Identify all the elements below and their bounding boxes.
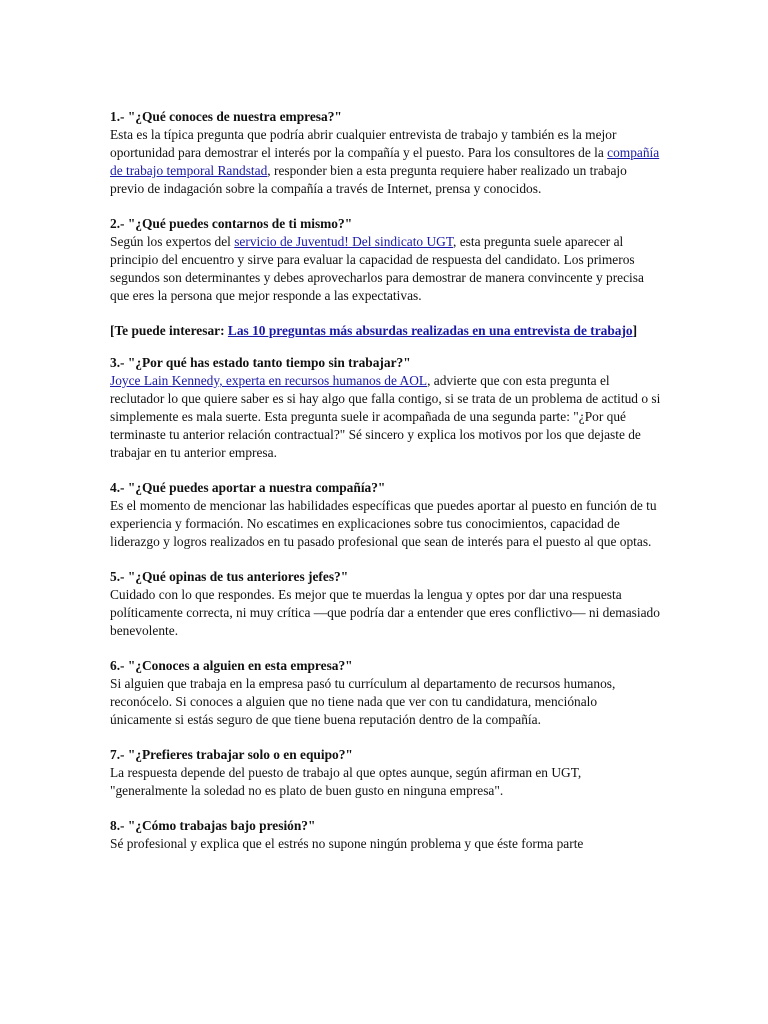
question-1-heading: 1.- "¿Qué conoces de nuestra empresa?" [110, 109, 342, 124]
question-5 [110, 568, 662, 640]
question-8-text: Sé profesional y explica que el estrés no supone ningún problema y que éste forma parte [110, 836, 584, 851]
question-6 [110, 657, 662, 729]
question-7-heading: 7.- "¿Prefieres trabajar solo o en equipo?" [110, 747, 353, 762]
ugt-youth-service-link[interactable]: servicio de Juventud! Del sindicato UGT [234, 234, 453, 249]
question-8-heading: 8.- "¿Cómo trabajas bajo presión?" [110, 818, 316, 833]
question-4 [110, 479, 662, 551]
question-7-text: La respuesta depende del puesto de trabajo al que optes aunque, según afirman en UGT, "generalmente la soledad no es plato de buen gusto en ninguna empresa". [110, 765, 582, 798]
question-4-text: Es el momento de mencionar las habilidades específicas que puedes aportar al puesto en función de tu experiencia y formación. No escatimes en explicaciones sobre tus conocimientos, capacidad de liderazgo y logros realizados en tu pasado profesional que sean de interés para el puesto al que optas. [110, 498, 657, 549]
question-6-heading: 6.- "¿Conoces a alguien en esta empresa?" [110, 658, 353, 673]
question-5-text: Cuidado con lo que respondes. Es mejor que te muerdas la lengua y optes por dar una respuesta políticamente correcta, ni muy crítica —que podría dar a entender que eres conflictivo— ni demasiado benevolente. [110, 587, 660, 638]
joyce-lain-kennedy-link[interactable]: Joyce Lain Kennedy, experta en recursos humanos de AOL [110, 373, 428, 388]
document-page [110, 108, 662, 870]
related-article-link[interactable]: Las 10 preguntas más absurdas realizadas en una entrevista de trabajo [227, 323, 633, 338]
question-5-heading: 5.- "¿Qué opinas de tus anteriores jefes?" [110, 569, 349, 584]
question-6-text: Si alguien que trabaja en la empresa pasó tu currículum al departamento de recursos humanos, reconócelo. Si conoces a alguien que no tiene nada que ver con tu candidatura, menciónalo únicamente si estás seguro de que tiene buena reputación dentro de la compañía. [110, 676, 616, 727]
question-2 [110, 215, 662, 305]
question-3-heading: 3.- "¿Por qué has estado tanto tiempo sin trabajar?" [110, 355, 411, 370]
question-1-text-before: Esta es la típica pregunta que podría abrir cualquier entrevista de trabajo y también es la mejor oportunidad para demostrar el interés por la compañía y el puesto. Para los consultores de la [110, 127, 617, 160]
question-2-text-after: , esta pregunta suele aparecer al principio del encuentro y sirve para evaluar la capacidad de respuesta del candidato. Los primeros segundos son determinantes y debes aprovecharlos para demostrar de manera convincente y precisa que eres la persona que mejor responde a las expectativas. [110, 234, 644, 303]
promo-suffix: ] [632, 323, 638, 338]
question-2-heading: 2.- "¿Qué puedes contarnos de ti mismo?" [110, 216, 353, 231]
question-3-text-after: , advierte que con esta pregunta el reclutador lo que quiere saber es si hay algo que falla contigo, si se trata de un problema de actitud o si simplemente es mala suerte. Esta pregunta suele ir acompañada de una segunda parte: "¿Por qué terminaste tu anterior relación contractual?" Sé sincero y explica los motivos por los que dejaste de trabajar en tu anterior empresa. [110, 373, 661, 460]
question-1-text-after: , responder bien a esta pregunta requiere haber realizado un trabajo previo de indagación sobre la compañía a través de Internet, prensa y conocidos. [110, 163, 627, 196]
question-8 [110, 817, 662, 853]
promo-prefix: [Te puede interesar: [110, 323, 228, 338]
question-2-text-before: Según los expertos del [110, 234, 235, 249]
question-3 [110, 354, 662, 462]
randstad-link[interactable]: compañía de trabajo temporal Randstad [110, 145, 660, 178]
question-7 [110, 746, 662, 800]
related-article-promo [110, 322, 662, 340]
question-1 [110, 108, 662, 198]
question-4-heading: 4.- "¿Qué puedes aportar a nuestra compañía?" [110, 480, 386, 495]
